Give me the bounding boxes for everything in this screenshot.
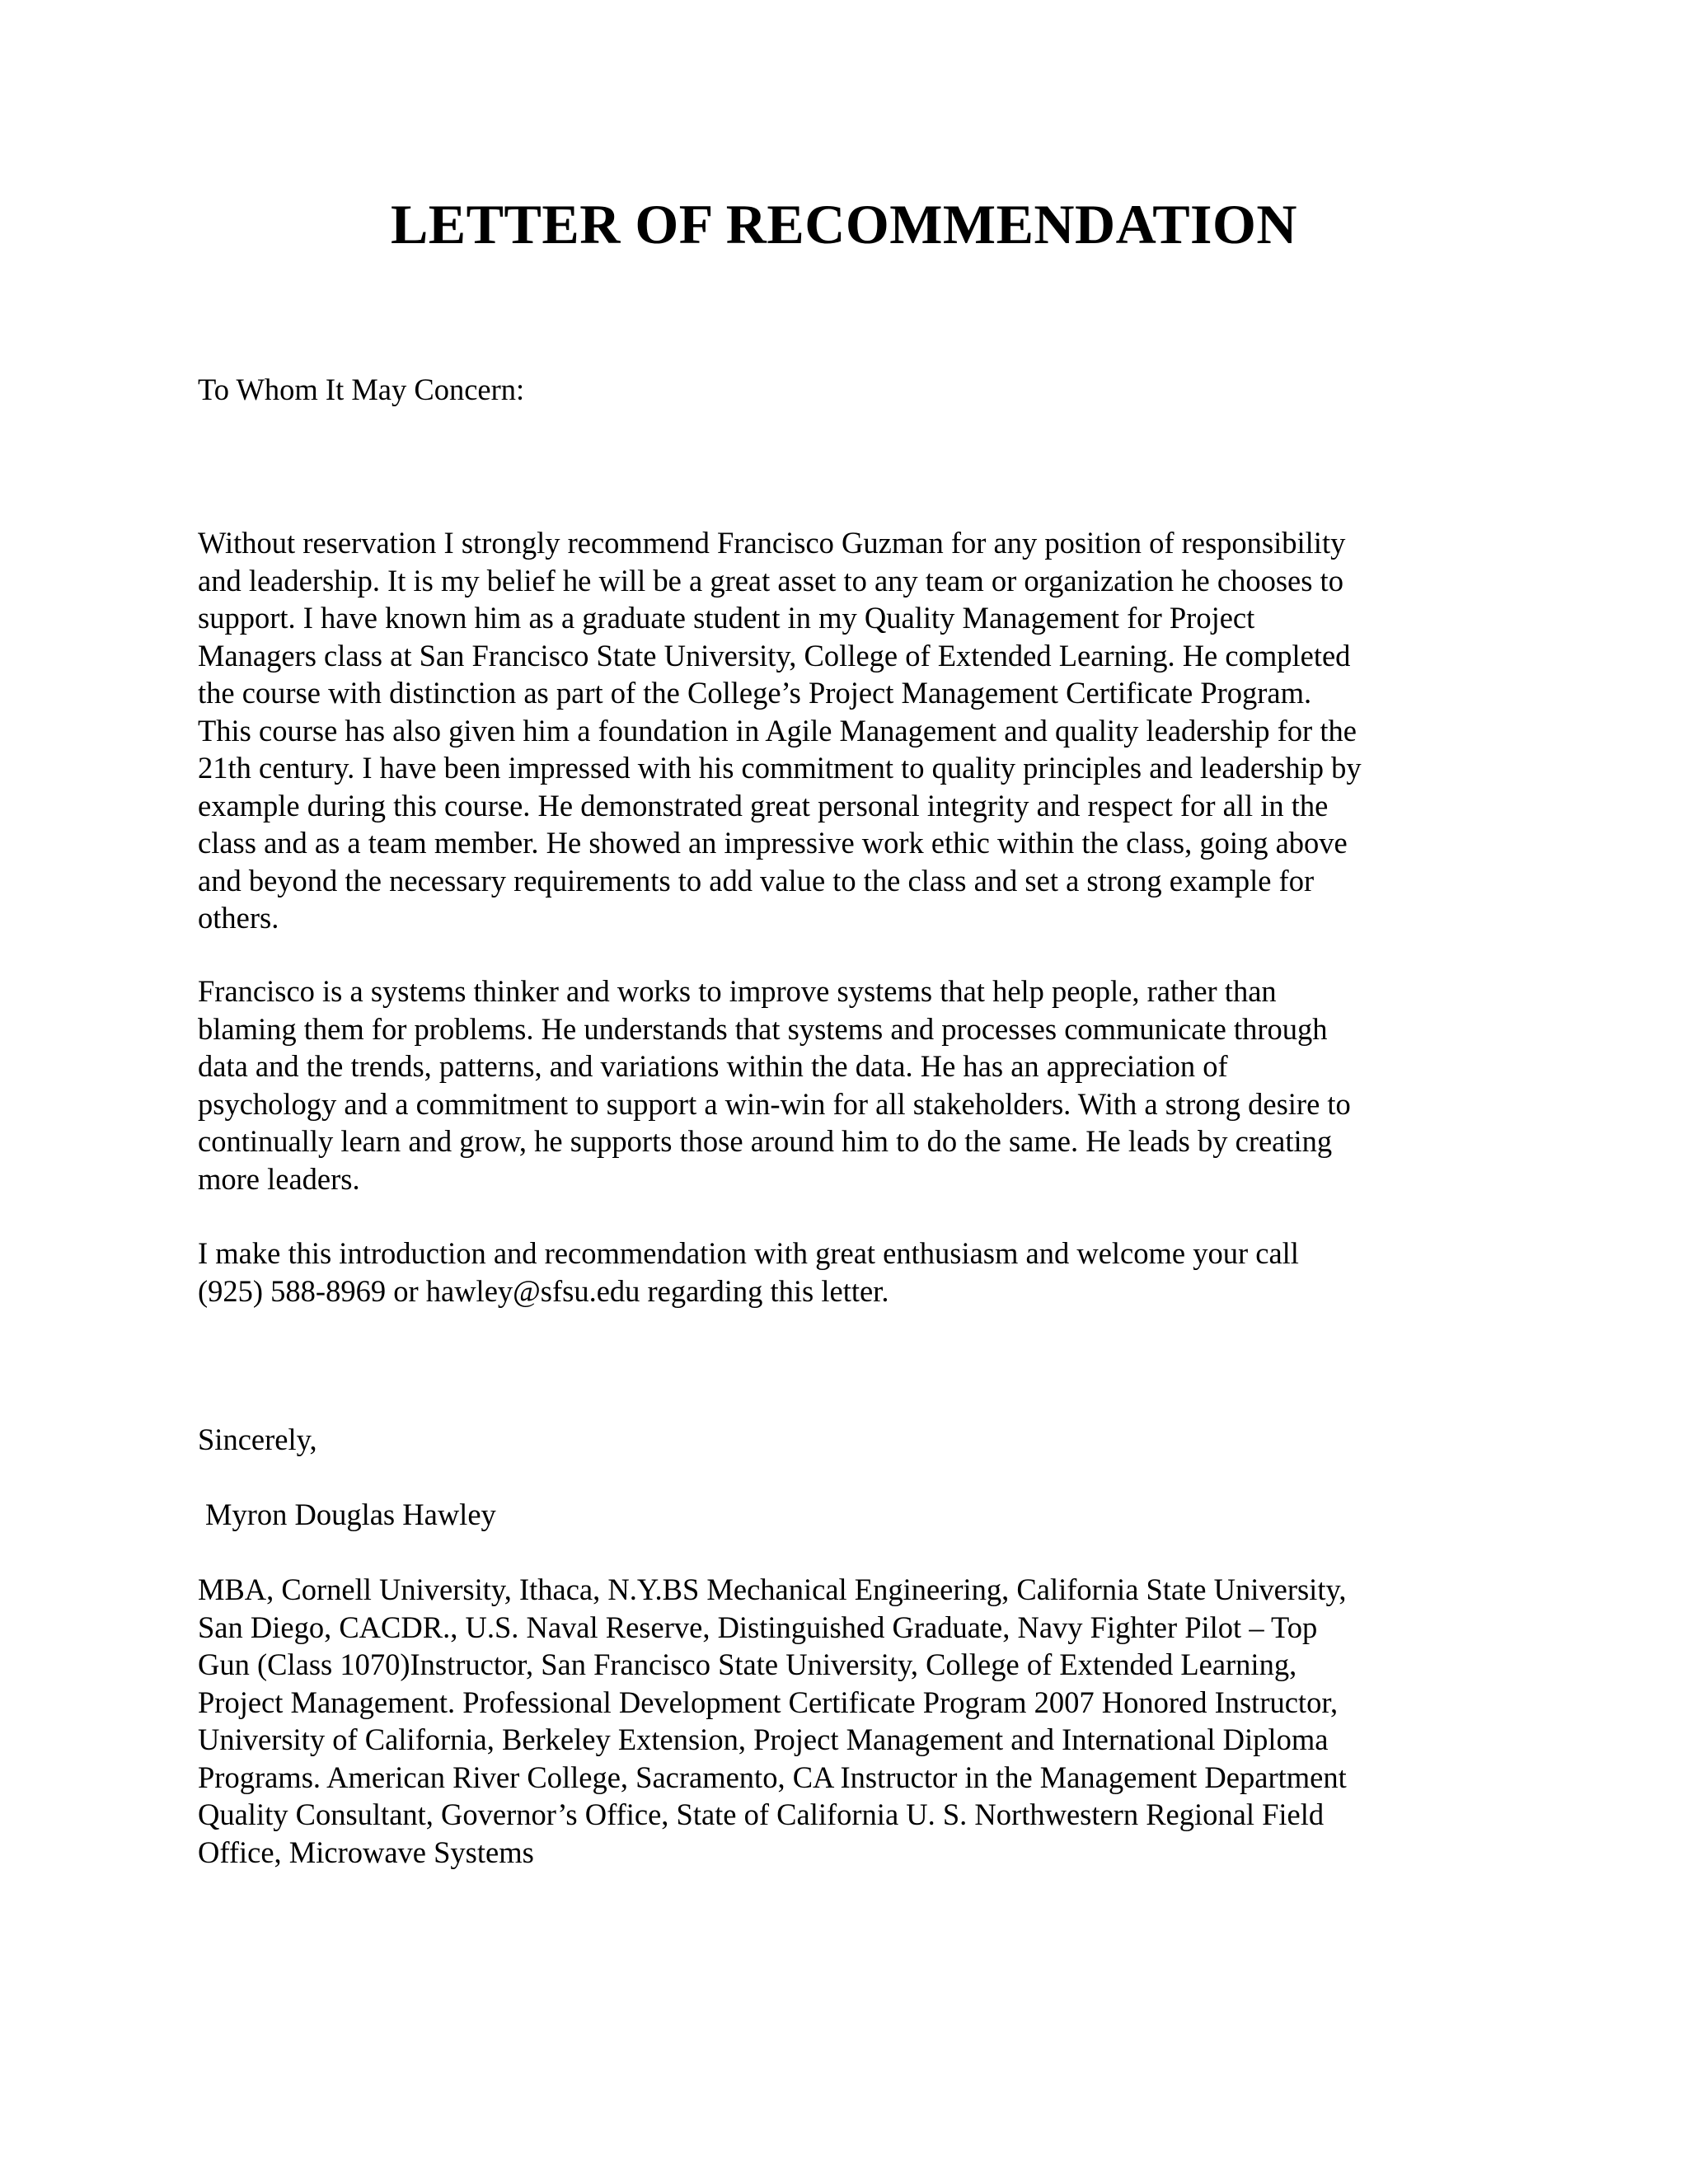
paragraph-line: This course has also given him a foundation in Agile Management and quality leadership for the xyxy=(198,713,1357,748)
paragraph-line: continually learn and grow, he supports those around him to do the same. He leads by creating xyxy=(198,1124,1333,1158)
credentials-line: Quality Consultant, Governor’s Office, State of California U. S. Northwestern Regional Field xyxy=(198,1797,1325,1831)
signer-name: Myron Douglas Hawley xyxy=(205,1497,496,1531)
credentials-line: MBA, Cornell University, Ithaca, N.Y.BS Mechanical Engineering, California State University, xyxy=(198,1572,1347,1606)
paragraph-line: (925) 588-8969 or hawley@sfsu.edu regarding this letter. xyxy=(198,1273,889,1308)
paragraph-line: others. xyxy=(198,901,279,935)
paragraph-line: Without reservation I strongly recommend Francisco Guzman for any position of responsibility xyxy=(198,526,1346,560)
paragraph-line: example during this course. He demonstrated great personal integrity and respect for all in the xyxy=(198,788,1329,823)
signer-credentials xyxy=(198,1571,1484,1871)
closing: Sincerely, xyxy=(198,1422,317,1456)
salutation: To Whom It May Concern: xyxy=(198,373,525,406)
credentials-line: Project Management. Professional Development Certificate Program 2007 Honored Instructor, xyxy=(198,1685,1339,1719)
paragraph-line: and beyond the necessary requirements to add value to the class and set a strong example for xyxy=(198,863,1315,898)
credentials-line: Office, Microwave Systems xyxy=(198,1835,534,1869)
letter-title: LETTER OF RECOMMENDATION xyxy=(390,193,1298,255)
paragraph-line: 21th century. I have been impressed with his commitment to quality principles and leadership by xyxy=(198,751,1362,785)
credentials-line: Gun (Class 1070)Instructor, San Francisco State University, College of Extended Learning, xyxy=(198,1647,1297,1681)
paragraph-line: support. I have known him as a graduate student in my Quality Management for Project xyxy=(198,601,1255,635)
paragraph-line: I make this introduction and recommendation with great enthusiasm and welcome your call xyxy=(198,1236,1299,1270)
credentials-line: University of California, Berkeley Extension, Project Management and International Diploma xyxy=(198,1722,1329,1756)
paragraph-recommendation xyxy=(198,524,1484,937)
paragraph-line: blaming them for problems. He understands that systems and processes communicate through xyxy=(198,1011,1328,1046)
paragraph-line: psychology and a commitment to support a win-win for all stakeholders. With a strong desire to xyxy=(198,1086,1351,1121)
paragraph-systems-thinker xyxy=(198,972,1484,1197)
paragraph-line: the course with distinction as part of the College’s Project Management Certificate Program. xyxy=(198,676,1312,710)
paragraph-line: class and as a team member. He showed an impressive work ethic within the class, going above xyxy=(198,826,1348,860)
credentials-line: Programs. American River College, Sacramento, CA Instructor in the Management Department xyxy=(198,1760,1347,1794)
paragraph-line: data and the trends, patterns, and variations within the data. He has an appreciation of xyxy=(198,1049,1228,1083)
paragraph-line: Managers class at San Francisco State University, College of Extended Learning. He completed xyxy=(198,638,1351,673)
paragraph-line: Francisco is a systems thinker and works to improve systems that help people, rather than xyxy=(198,974,1277,1008)
paragraph-line: and leadership. It is my belief he will be a great asset to any team or organization he chooses to xyxy=(198,563,1343,598)
credentials-line: San Diego, CACDR., U.S. Naval Reserve, Distinguished Graduate, Navy Fighter Pilot – Top xyxy=(198,1610,1318,1644)
paragraph-line: more leaders. xyxy=(198,1161,360,1196)
paragraph-contact xyxy=(198,1235,1484,1310)
